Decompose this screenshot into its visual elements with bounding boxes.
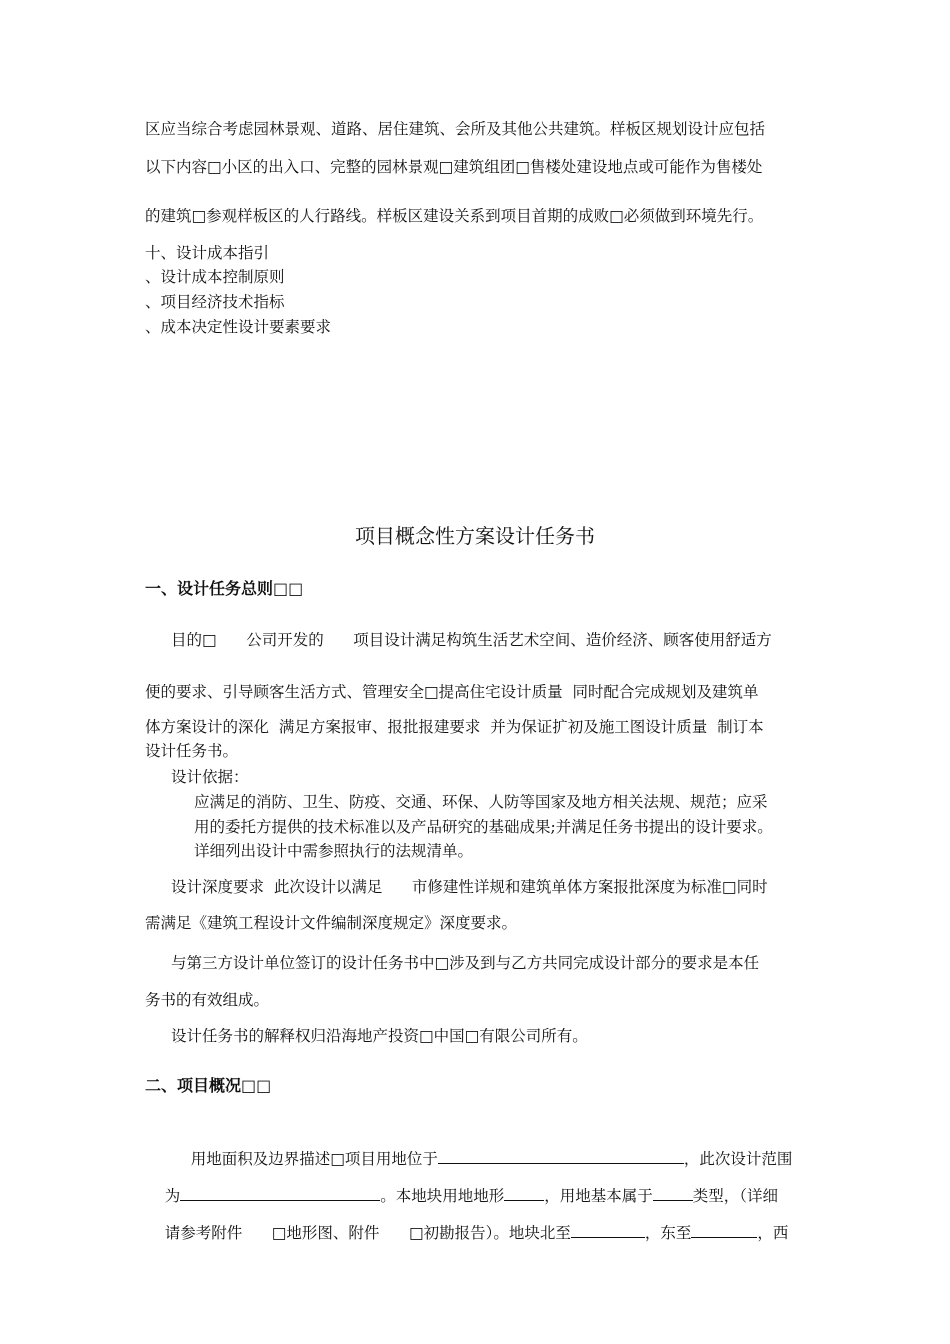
form-label: 。本地块用地地形 [380,1187,505,1205]
section-heading-one: 一、设计任务总则□□ [145,579,304,598]
blank-design-scope[interactable] [180,1184,380,1201]
paragraph-line: 与第三方设计单位签订的设计任务书中□涉及到与乙方共同完成设计部分的要求是本任 [171,954,760,972]
section-heading-two: 二、项目概况□□ [145,1076,272,1095]
form-label: ，此次设计范围 [683,1150,793,1168]
blank-land-type[interactable] [653,1184,693,1201]
paragraph-line: 体方案设计的深化 满足方案报审、报批报建要求 并为保证扩初及施工图设计质量 制订本 [145,718,764,736]
list-item: 、设计成本控制原则 [145,268,285,286]
list-item: 、项目经济技术指标 [145,293,285,311]
section-heading-ten: 十、设计成本指引 [145,244,270,262]
paragraph-line: 务书的有效组成。 [145,991,270,1009]
paragraph-line: 用的委托方提供的技术标准以及产品研究的基础成果;并满足任务书提出的设计要求。 [194,818,773,836]
document-title: 项目概念性方案设计任务书 [355,524,595,548]
form-line [145,1201,788,1263]
paragraph-line: 目的□ 公司开发的 项目设计满足构筑生活艺术空间、造价经济、顾客使用舒适方 [171,631,772,649]
paragraph-line: 详细列出设计中需参照执行的法规清单。 [194,842,474,860]
paragraph-line: 便的要求、引导顾客生活方式、管理安全□提高住宅设计质量 同时配合完成规划及建筑单 [145,683,759,701]
basis-label: 设计依据： [171,768,249,786]
blank-site-location[interactable] [438,1147,684,1164]
form-label: 用地面积及边界描述□项目用地位于 [190,1150,438,1168]
form-label: 为 [164,1187,181,1205]
form-label: ，东至 [644,1224,692,1242]
paragraph-line: 需满足《建筑工程设计文件编制深度规定》深度要求。 [145,914,518,932]
paragraph-line: 以下内容□小区的出入口、完整的园林景观□建筑组团□售楼处建设地点或可能作为售楼处 [145,158,763,176]
form-label: ，用地基本属于 [544,1187,653,1205]
blank-north-boundary[interactable] [571,1221,645,1238]
paragraph-line: 设计深度要求 此次设计以满足 市修建性详规和建筑单体方案报批深度为标准□同时 [171,878,768,896]
form-label: ，西 [757,1224,789,1242]
list-item: 、成本决定性设计要素要求 [145,318,332,336]
blank-east-boundary[interactable] [691,1221,757,1238]
paragraph-line: 设计任务书的解释权归沿海地产投资□中国□有限公司所有。 [171,1027,588,1045]
form-label: 请参考附件 □地形图、附件 □初勘报告）。地块北至 [164,1224,571,1242]
paragraph-line: 区应当综合考虑园林景观、道路、居住建筑、会所及其他公共建筑。样板区规划设计应包括 [145,120,766,138]
paragraph-line: 应满足的消防、卫生、防疫、交通、环保、人防等国家及地方相关法规、规范；应采 [194,793,768,811]
form-label: 类型，（详细 [692,1187,779,1205]
blank-terrain[interactable] [504,1184,544,1201]
paragraph-line: 的建筑□参观样板区的人行路线。样板区建设关系到项目首期的成败□必须做到环境先行。 [145,207,764,225]
paragraph-line: 设计任务书。 [145,742,239,760]
